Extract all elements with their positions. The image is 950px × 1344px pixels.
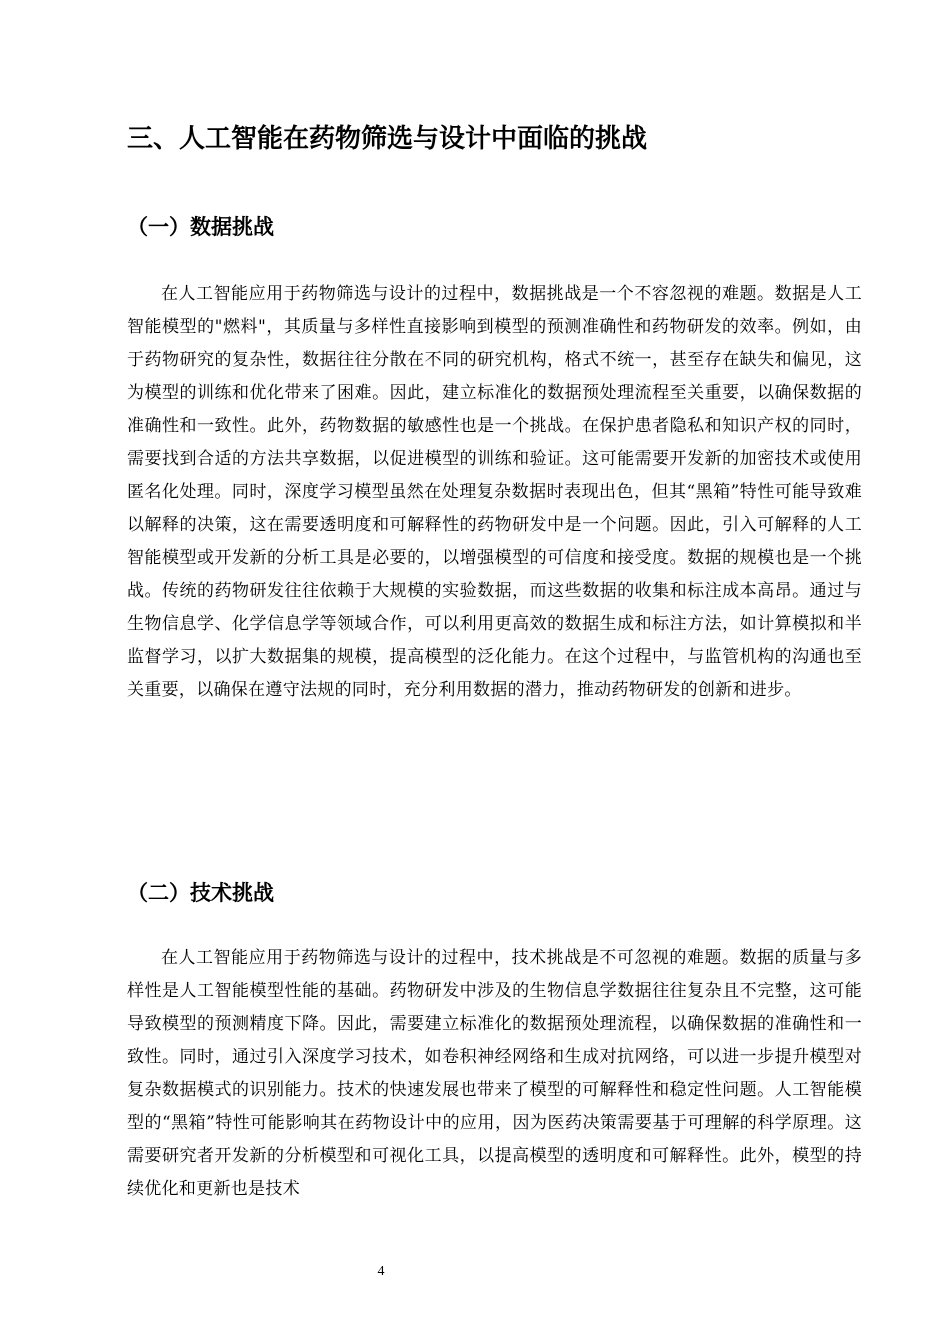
page-number: 4: [377, 1264, 385, 1279]
section-paragraph-data-challenges: 在人工智能应用于药物筛选与设计的过程中，数据挑战是一个不容忽视的难题。数据是人工智能模型的"燃料"，其质量与多样性直接影响到模型的预测准确性和药物研发的效率。例如，由于药物研究的复杂性，数据往往分散在不同的研究机构，格式不统一，甚至存在缺失和偏见，这为模型的训练和优化带来了困难。因此，建立标准化的数据预处理流程至关重要，以确保数据的准确性和一致性。此外，药物数据的敏感性也是一个挑战。在保护患者隐私和知识产权的同时，需要找到合适的方法共享数据，以促进模型的训练和验证。这可能需要开发新的加密技术或使用匿名化处理。同时，深度学习模型虽然在处理复杂数据时表现出色，但其“黑箱”特性可能导致难以解释的决策，这在需要透明度和可解释性的药物研发中是一个问题。因此，引入可解释的人工智能模型或开发新的分析工具是必要的，以增强模型的可信度和接受度。数据的规模也是一个挑战。传统的药物研发往往依赖于大规模的实验数据，而这些数据的收集和标注成本高昂。通过与生物信息学、化学信息学等领域合作，可以利用更高效的数据生成和标注方法，如计算模拟和半监督学习，以扩大数据集的规模，提高模型的泛化能力。在这个过程中，与监管机构的沟通也至关重要，以确保在遵守法规的同时，充分利用数据的潜力，推动药物研发的创新和进步。: [127, 284, 862, 700]
section-paragraph-technical-challenges: 在人工智能应用于药物筛选与设计的过程中，技术挑战是不可忽视的难题。数据的质量与多样性是人工智能模型性能的基础。药物研发中涉及的生物信息学数据往往复杂且不完整，这可能导致模型的预测精度下降。因此，需要建立标准化的数据预处理流程，以确保数据的准确性和一致性。同时，通过引入深度学习技术，如卷积神经网络和生成对抗网络，可以进一步提升模型对复杂数据模式的识别能力。技术的快速发展也带来了模型的可解释性和稳定性问题。人工智能模型的“黑箱”特性可能影响其在药物设计中的应用，因为医药决策需要基于可理解的科学原理。这需要研究者开发新的分析模型和可视化工具，以提高模型的透明度和可解释性。此外，模型的持续优化和更新也是技术: [127, 948, 862, 1199]
section-heading-data-challenges: （一）数据挑战: [127, 215, 274, 239]
chapter-title: 三、人工智能在药物筛选与设计中面临的挑战: [127, 124, 648, 154]
section-heading-technical-challenges: （二）技术挑战: [127, 881, 274, 905]
